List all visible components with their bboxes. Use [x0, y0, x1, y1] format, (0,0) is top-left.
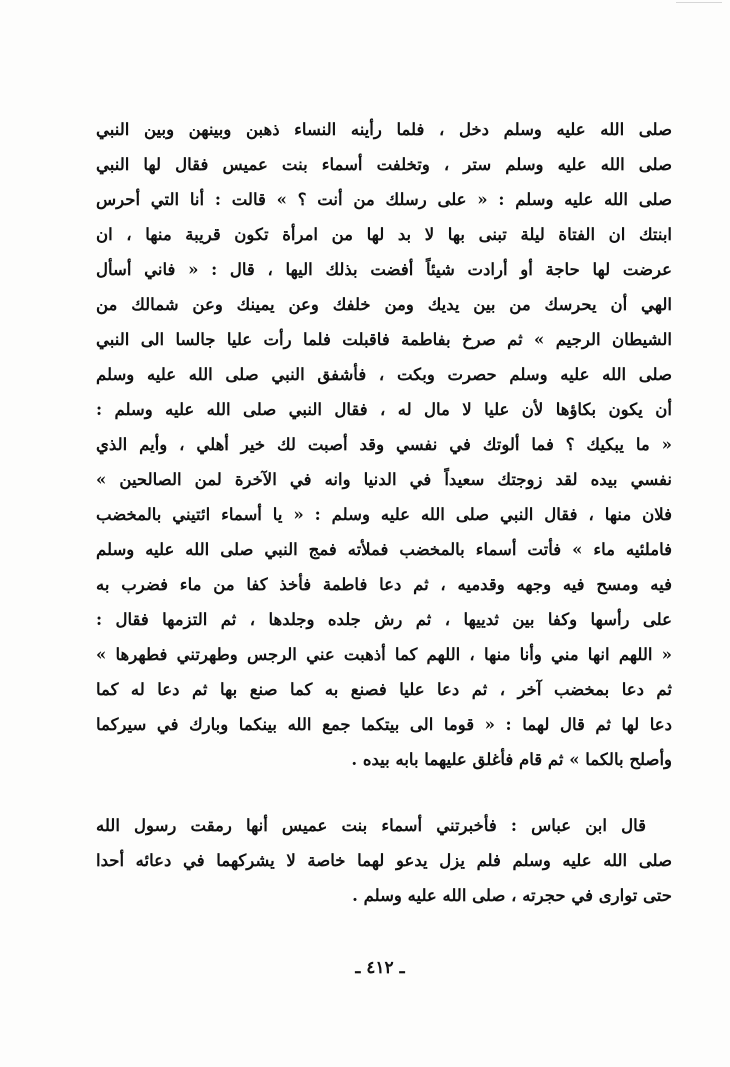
text-line: صلى الله عليه وسلم ستر ، وتخلفت أسماء بنت عميس فقال لها النبي [96, 155, 672, 174]
text-line: صلى الله عليه وسلم حصرت وبكت ، فأشفق النبي صلى الله عليه وسلم [96, 365, 672, 384]
text-line: صلى الله عليه وسلم دخل ، فلما رأينه النساء ذهبن وبينهن وبين النبي [96, 120, 672, 139]
text-line: فلان منها ، فقال النبي صلى الله عليه وسلم : « يا أسماء ائتيني بالمخضب [96, 505, 672, 524]
text-line: ابنتك ان الفتاة ليلة تبنى بها لا بد لها من امرأة تكون قريبة منها ، ان [96, 225, 672, 244]
scan-mark [676, 2, 722, 3]
text-line: عرضت لها حاجة أو أرادت شيئاً أفضت بذلك اليها ، قال : « فاني أسأل [96, 260, 672, 279]
text-line: وأصلح بالكما » ثم قام فأغلق عليهما بابه بيده . [351, 750, 672, 769]
text-line: صلى الله عليه وسلم : « على رسلك من أنت ؟ » قالت : أنا التي أحرس [96, 190, 672, 209]
text-line: « ما يبكيك ؟ فما ألوتك في نفسي وقد أصبت لك خير أهلي ، وأيم الذي [96, 435, 672, 454]
text-line: فيه ومسح فيه وجهه وقدميه ، ثم دعا فاطمة فأخذ كفا من ماء فضرب به [96, 575, 672, 594]
text-line: فاملئيه ماء » فأتت أسماء بالمخضب فملأته فمج النبي صلى الله عليه وسلم [96, 540, 672, 559]
text-line: حتى توارى في حجرته ، صلى الله عليه وسلم . [352, 886, 672, 905]
paragraph-2 [96, 808, 672, 913]
text-line: على رأسها وكفا بين ثدييها ، ثم رش جلده وجلدها ، ثم التزمها فقال : [96, 610, 672, 629]
text-line: الهي أن يحرسك من بين يديك ومن خلفك وعن يمينك وعن شمالك من [96, 295, 672, 314]
paragraph-1 [96, 112, 672, 777]
text-line: قال ابن عباس : فأخبرتني أسماء بنت عميس أنها رمقت رسول الله [96, 816, 646, 835]
page-number: ـ ٤١٢ ـ [355, 958, 405, 978]
text-line: دعا لها ثم قال لهما : « قوما الى بيتكما جمع الله بينكما وبارك في سيركما [96, 715, 672, 734]
text-line: « اللهم انها مني وأنا منها ، اللهم كما أذهبت عني الرجس وطهرتني فطهرها » [96, 645, 672, 664]
text-line: أن يكون بكاؤها لأن عليا لا مال له ، فقال النبي صلى الله عليه وسلم : [96, 400, 672, 419]
text-line: ثم دعا بمخضب آخر ، ثم دعا عليا فصنع به كما صنع بها ثم دعا له كما [96, 680, 672, 699]
text-line: صلى الله عليه وسلم فلم يزل يدعو لهما خاصة لا يشركهما في دعائه أحدا [96, 851, 672, 870]
text-line: نفسي بيده لقد زوجتك سعيداً في الدنيا وانه في الآخرة لمن الصالحين » [96, 470, 672, 489]
text-line: الشيطان الرجيم » ثم صرخ بفاطمة فاقبلت فلما رأت عليا جالسا الى النبي [96, 330, 672, 349]
